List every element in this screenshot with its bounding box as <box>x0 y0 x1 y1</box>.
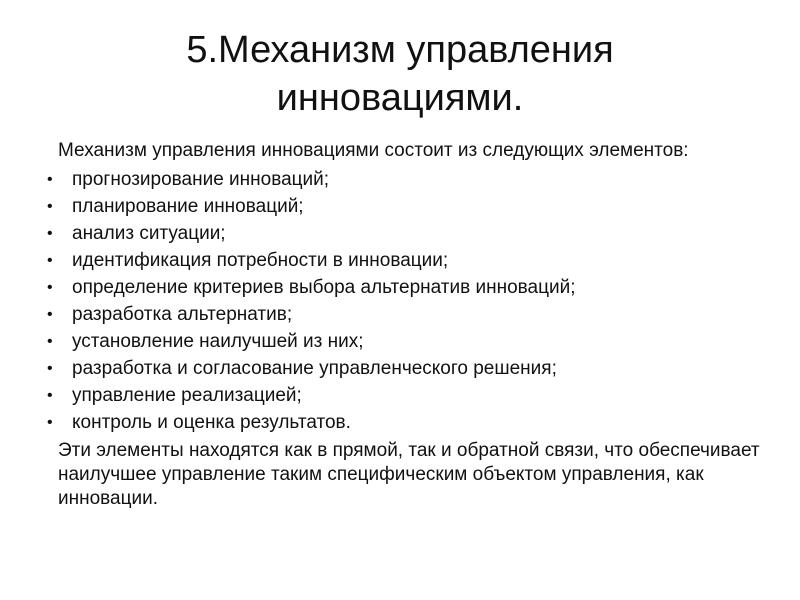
bullet-icon: • <box>47 252 53 269</box>
bullet-list <box>47 166 770 436</box>
list-item <box>47 166 770 193</box>
list-item-text: управление реализацией; <box>72 385 302 406</box>
list-item <box>47 274 770 301</box>
list-item <box>47 328 770 355</box>
slide-title <box>0 26 800 122</box>
list-item-text: определение критериев выбора альтернатив инноваций; <box>72 277 576 298</box>
list-item-text: разработка и согласование управленческого решения; <box>72 358 557 379</box>
bullet-icon: • <box>47 198 53 215</box>
list-item-text: установление наилучшей из них; <box>72 331 364 352</box>
list-item <box>47 355 770 382</box>
list-item <box>47 220 770 247</box>
bullet-icon: • <box>47 171 53 188</box>
slide-title-line-2: инновациями. <box>276 77 524 119</box>
bullet-icon: • <box>47 279 53 296</box>
slide-title-line-1: 5.Механизм управления <box>186 29 614 71</box>
list-item-text: идентификация потребности в инновации; <box>72 250 449 271</box>
list-item-text: анализ ситуации; <box>72 223 226 244</box>
bullet-icon: • <box>47 306 53 323</box>
list-item-text: прогнозирование инноваций; <box>72 169 330 190</box>
bullet-icon: • <box>47 225 53 242</box>
outro-paragraph: Эти элементы находятся как в прямой, так и обратной связи, что обеспечивает наилучшее управление таким специфическим объектом управления, как инновации. <box>58 440 760 509</box>
list-item-text: разработка альтернатив; <box>72 304 293 325</box>
list-item <box>47 382 770 409</box>
bullet-icon: • <box>47 360 53 377</box>
list-item-text: планирование инноваций; <box>72 196 304 217</box>
list-item <box>47 409 770 436</box>
list-item <box>47 193 770 220</box>
bullet-icon: • <box>47 333 53 350</box>
list-item <box>47 301 770 328</box>
bullet-icon: • <box>47 414 53 431</box>
list-item-text: контроль и оценка результатов. <box>72 412 351 433</box>
slide-body <box>47 139 770 511</box>
bullet-icon: • <box>47 387 53 404</box>
intro-paragraph: Механизм управления инновациями состоит из следующих элементов: <box>58 140 689 161</box>
list-item <box>47 247 770 274</box>
